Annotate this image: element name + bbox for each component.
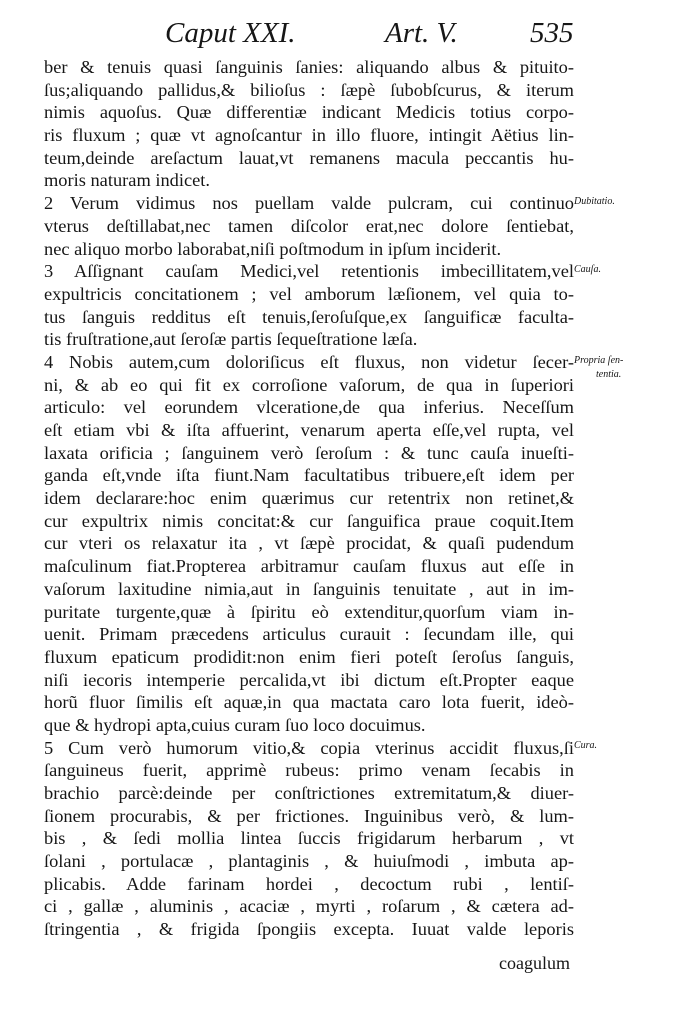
text-line: idem declarare:hoc enim quærimus cur retentrix non retinet,&: [44, 488, 574, 509]
text-line: nec aliquo morbo laborabat,niſi poſtmodum in ipſum inciderit.: [44, 238, 502, 259]
text-line: articulo: vel eorundem vlceratione,de qua inferius. Neceſſum: [44, 397, 574, 418]
text-line: ſanguineus fuerit, apprimè rubeus: primo venam ſecabis in: [44, 760, 574, 781]
text-line: uenit. Primam præcedens articulus curauit : ſecundam ille, qui: [44, 624, 574, 645]
text-line: 2 Verum vidimus nos puellam valde pulcram, cui continuo: [44, 193, 574, 214]
margin-note-sententia: tentia.: [596, 369, 622, 380]
text-line: ſus;aliquando pallidus,& bilioſus : ſæpè ſubobſcurus, & iterum: [44, 79, 574, 100]
text-line: ni, & ab eo qui fit ex corroſione vaſorum, de qua in ſuperiori: [44, 374, 574, 395]
text-line: 4 Nobis autem,cum doloriſicus eſt fluxus, non videtur ſecer-: [44, 351, 574, 372]
margin-note-cura: Cura.: [574, 740, 598, 751]
text-line: 3 Aſſignant cauſam Medici,vel retentionis imbecillitatem,vel: [44, 261, 574, 282]
header-caput: Caput XXI.: [165, 17, 296, 49]
text-line: tus ſanguis redditus eſt tenuis,ſeroſuſque,ex ſanguificæ faculta-: [44, 306, 574, 327]
text-line: ſolani , portulacæ , plantaginis , & huiuſmodi , imbuta ap-: [44, 851, 574, 872]
margin-note-dubitatio: Dubitatio.: [574, 196, 615, 207]
text-line: ris fluxum ; quæ vt agnoſcantur in illo fluore, intingit Aëtius lin-: [44, 125, 574, 146]
text-line: maſculinum fiat.Propterea arbitramur cauſam fluxus aut eſſe in: [44, 556, 574, 577]
text-line: moris naturam indicet.: [44, 170, 210, 191]
text-line: cur vteri os relaxatur ita , vt ſæpè procidat, & quaſi pudendum: [44, 533, 574, 554]
text-line: niſi iecoris intemperie percalida,vt ibi dictum eſt.Propter eaque: [44, 669, 574, 690]
text-line: tis fruſtratione,aut ſeroſæ partis ſequeſtratione læſa.: [44, 329, 418, 350]
text-line: ber & tenuis quasi ſanguinis ſanies: aliquando albus & pituito-: [44, 57, 574, 77]
text-line: puritate turgente,quæ à ſpiritu eò extenditur,quorſum viam in-: [44, 601, 574, 622]
text-line: fluxum epaticum prodidit:non enim fieri poteſt ſeroſus ſanguis,: [44, 646, 574, 667]
text-line: bis , & ſedi mollia lintea ſuccis frigidarum herbarum , vt: [44, 828, 574, 849]
running-header: [40, 14, 580, 52]
text-line: ſionem procurabis, & per frictiones. Inguinibus verò, & lum-: [44, 805, 574, 826]
text-line: que & hydropi apta,cuius curam ſuo loco docuimus.: [44, 714, 426, 735]
text-line: plicabis. Adde farinam hordei , decoctum rubi , lentiſ-: [44, 873, 574, 894]
text-line: laxata orificia ; ſanguinem verò ſeroſum : & tunc cauſa inueſti-: [44, 442, 574, 463]
margin-note-causa: Cauſa.: [574, 264, 601, 275]
header-article: Art. V.: [385, 17, 458, 49]
text-line: ganda eſt,vnde iſta fiunt.Nam facultatibus tribuere,eſt idem per: [44, 465, 574, 486]
page-number: 535: [530, 17, 574, 49]
text-line: nimis aquoſus. Quæ differentiæ indicant Medicis totius corpo-: [44, 102, 574, 123]
text-line: expultricis concitationem ; vel amborum læſionem, vel quia to-: [44, 283, 574, 304]
margin-note-propria: Propria ſen-: [574, 355, 624, 366]
body-text: [44, 56, 574, 941]
text-line: cur expultrix nimis concitat:& cur ſanguifica praue coquit.Item: [44, 510, 574, 531]
text-line: horũ fluor ſimilis eſt aquæ,in qua mactata caro lota fuerit, ideò-: [44, 692, 574, 713]
text-line: ci , gallæ , aluminis , acaciæ , myrti , roſarum , & cætera ad-: [44, 896, 574, 917]
text-line: vaſorum laxitudine nimia,aut in ſanguinis tenuitate , aut in im-: [44, 578, 574, 599]
catchword: coagulum: [499, 953, 570, 973]
text-line: vterus deſtillabat,nec tamen diſcolor erat,nec dolore ſentiebat,: [44, 215, 574, 236]
text-line: eſt etiam vbi & iſta affuerint, venarum aperta eſſe,vel rupta, vel: [44, 420, 574, 440]
text-line: ſtringentia , & frigida ſpongiis excepta. Iuuat valde leporis: [44, 919, 574, 940]
text-line: brachio parcè:deinde per conſtrictiones extremitatum,& diuer-: [44, 783, 574, 803]
text-line: teum,deinde areſactum lauat,vt remanens macula peccantis hu-: [44, 147, 574, 168]
text-line: 5 Cum verò humorum vitio,& copia vterinus accidit fluxus,ſi: [44, 737, 574, 758]
